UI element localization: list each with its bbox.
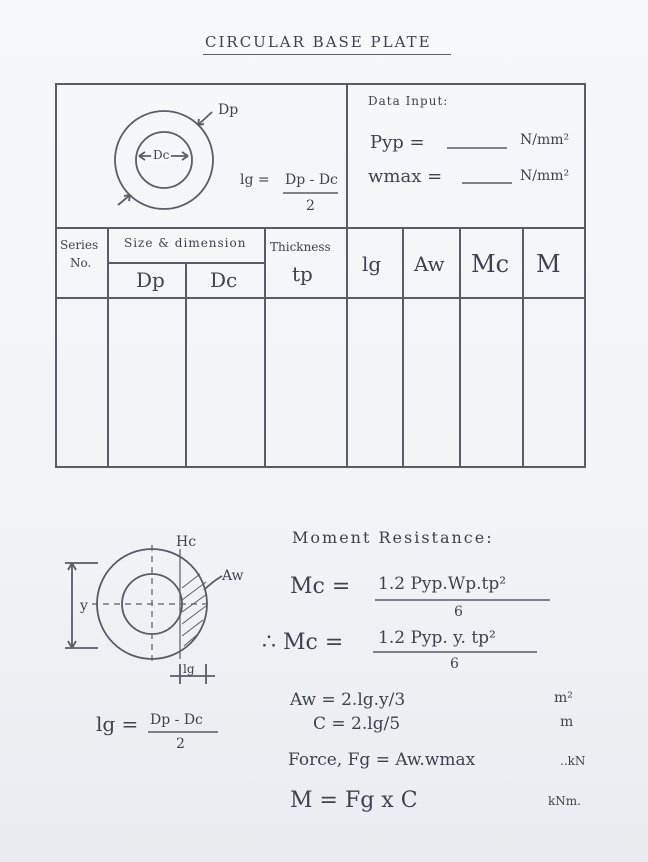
header-dc: Dc xyxy=(210,268,238,292)
label-y: y xyxy=(80,598,88,614)
aw-equation: Aw = 2.lg.y/3 xyxy=(290,690,406,710)
header-m: M xyxy=(536,250,561,278)
c-unit: m xyxy=(560,714,574,730)
bottom-formula-denominator: 2 xyxy=(176,736,185,752)
label-dc: Dc xyxy=(153,148,170,162)
moment-heading: Moment Resistance: xyxy=(292,528,494,547)
bottom-formula-numerator: Dp - Dc xyxy=(150,712,203,728)
header-tp: tp xyxy=(292,262,313,286)
header-aw: Aw xyxy=(414,252,445,276)
mc1-lhs: Mc = xyxy=(290,574,351,599)
wmax-label: wmax = xyxy=(368,166,443,187)
top-formula-lhs: lg = xyxy=(240,172,270,188)
data-input-heading: Data Input: xyxy=(368,94,449,108)
header-mc: Mc xyxy=(471,250,510,278)
label-hc: Hc xyxy=(176,534,197,550)
wmax-unit: N/mm² xyxy=(520,168,570,184)
label-lg: lg xyxy=(183,662,195,676)
m-equation: M = Fg x C xyxy=(290,788,418,813)
m-unit: kNm. xyxy=(548,794,581,808)
header-no: No. xyxy=(70,256,92,270)
pyp-unit: N/mm² xyxy=(520,132,570,148)
c-equation: C = 2.lg/5 xyxy=(313,714,401,734)
header-dp: Dp xyxy=(136,268,165,292)
top-formula-numerator: Dp - Dc xyxy=(285,172,338,188)
bottom-formula-lhs: lg = xyxy=(96,712,139,736)
header-series: Series xyxy=(60,238,99,252)
mc2-lhs: ∴ Mc = xyxy=(262,630,344,655)
page-title: CIRCULAR BASE PLATE xyxy=(205,33,432,51)
mc1-numerator: 1.2 Pyp.Wp.tp² xyxy=(378,574,507,594)
top-formula-denominator: 2 xyxy=(306,198,315,214)
pyp-label: Pyp = xyxy=(370,132,425,153)
aw-unit: m² xyxy=(554,690,573,706)
header-thickness: Thickness xyxy=(270,240,331,254)
label-dp: Dp xyxy=(218,102,239,118)
header-size-dimension: Size & dimension xyxy=(124,236,247,250)
mc1-denominator: 6 xyxy=(454,604,463,620)
force-unit: ..kN xyxy=(560,754,586,768)
mc2-numerator: 1.2 Pyp. y. tp² xyxy=(378,628,496,648)
force-equation: Force, Fg = Aw.wmax xyxy=(288,750,476,770)
header-lg: lg xyxy=(362,252,382,276)
bottom-ring-diagram xyxy=(65,545,222,684)
mc2-denominator: 6 xyxy=(450,656,459,672)
label-aw: Aw xyxy=(222,568,244,584)
